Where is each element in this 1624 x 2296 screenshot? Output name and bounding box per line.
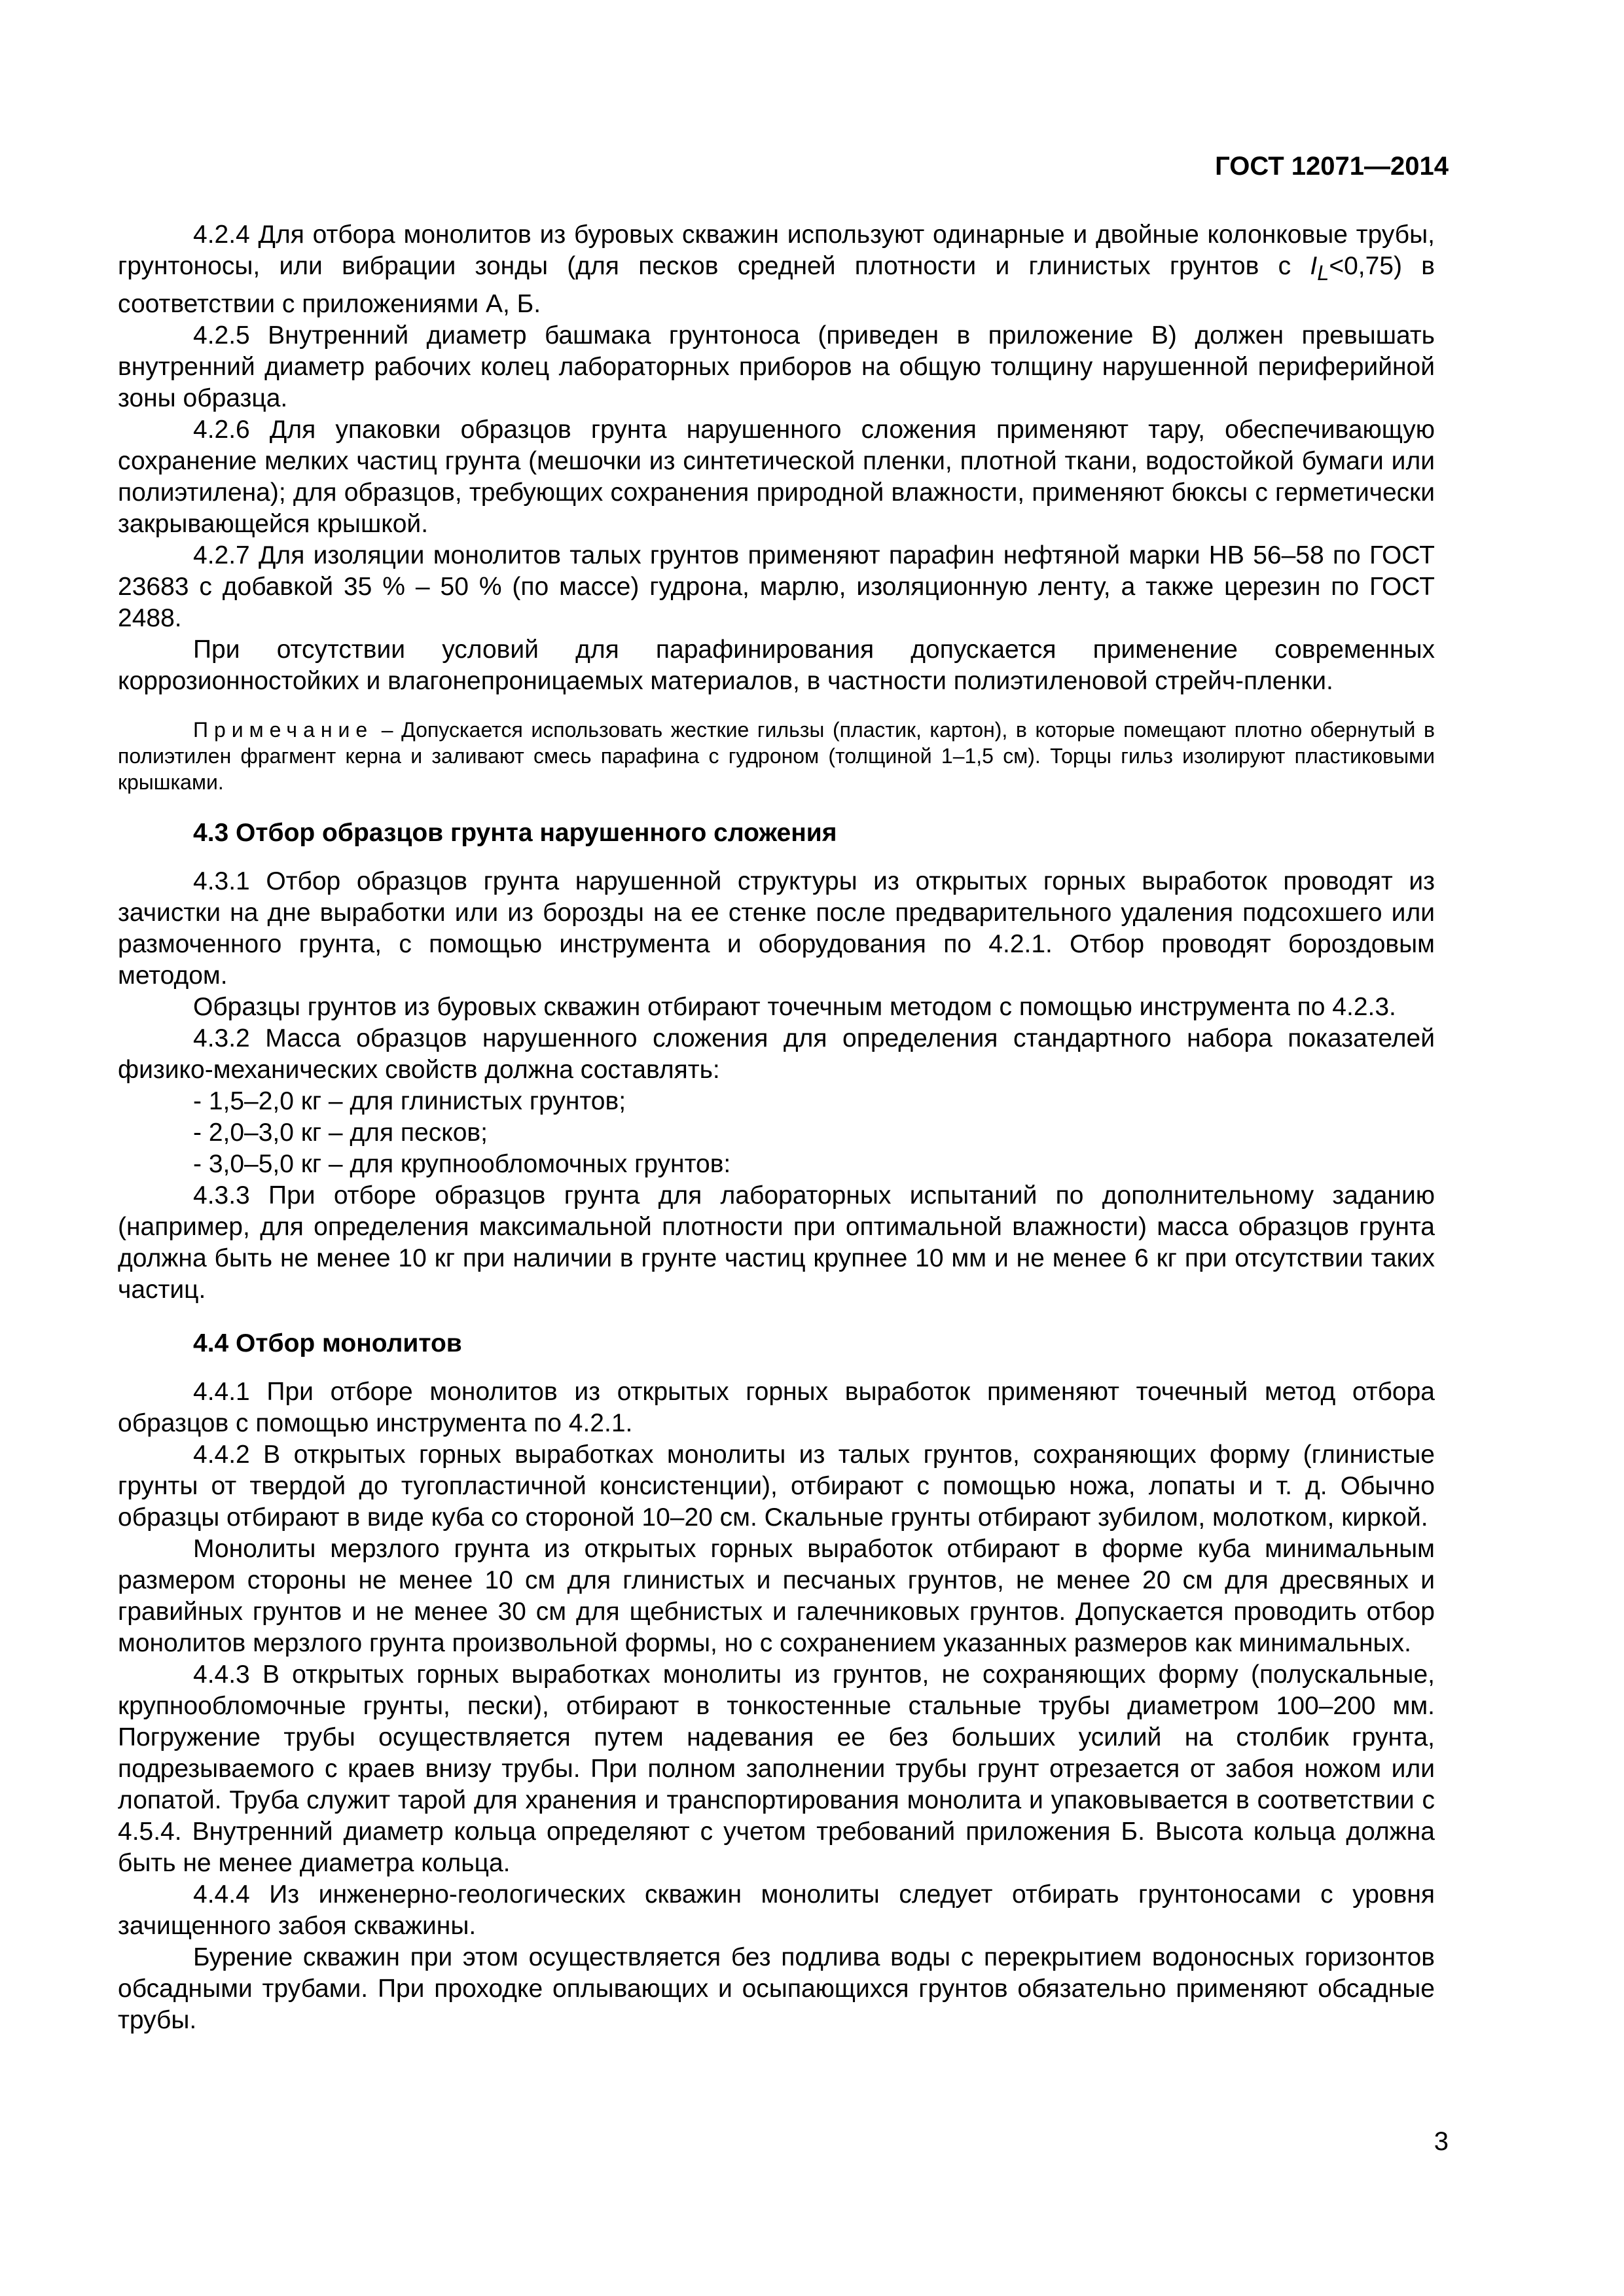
list-item: - 1,5–2,0 кг – для глинистых грунтов; — [193, 1086, 626, 1115]
paragraph-4-4-1: 4.4.1 При отборе монолитов из открытых горных выработок применяют точечный метод отбора образцов с помощью инструмента по 4.2.1. — [118, 1377, 1435, 1437]
paragraph-4-2-7-alternative: При отсутствии условий для парафинирования допускается применение современных коррозионностойких и влагонепроницаемых материалов, в частности полиэтиленовой стрейч-пленки. — [118, 635, 1435, 695]
variable-il-subscript: L — [1317, 260, 1329, 285]
page-number: 3 — [1434, 2127, 1449, 2156]
document-header: ГОСТ 12071—2014 — [1215, 152, 1449, 181]
paragraph-4-2-6: 4.2.6 Для упаковки образцов грунта нарушенного сложения применяют тару, обеспечивающую сохранение мелких частиц грунта (мешочки из синтетической пленки, плотной ткани, водостойкой бумаги или полиэтилена); для образцов, требующих сохранения природной влажности, применяют бюксы с герметически закрывающейся крышкой. — [118, 415, 1435, 538]
paragraph-4-3-2: 4.3.2 Масса образцов нарушенного сложения для определения стандартного набора показателей физико-механических свойств должна составлять: — [118, 1024, 1435, 1084]
paragraph-4-2-4 — [118, 219, 1435, 320]
paragraph-4-3-3: 4.3.3 При отборе образцов грунта для лабораторных испытаний по дополнительному заданию (например, для определения максимальной плотности при оптимальной влажности) масса образцов грунта должна быть не менее 10 кг при наличии в грунте частиц крупнее 10 мм и не менее 6 кг при отсутствии таких частиц. — [118, 1181, 1435, 1304]
paragraph-4-4-2-b: Монолиты мерзлого грунта из открытых горных выработок отбирают в форме куба минимальным размером стороны не менее 10 см для глинистых и песчаных грунтов, не менее 20 см для дресвяных и гравийных грунтов и не менее 30 см для щебнистых и галечниковых грунтов. Допускается проводить отбор монолитов мерзлого грунта произвольной формы, но с сохранением указанных размеров как минимальных. — [118, 1534, 1435, 1657]
paragraph-4-4-2: 4.4.2 В открытых горных выработках монолиты из талых грунтов, сохраняющих форму (глинистые грунты от твердой до тугопластичной консистенции), отбирают с помощью ножа, лопаты и т. д. Обычно образцы отбирают в виде куба со стороной 10–20 см. Скальные грунты отбирают зубилом, молотком, киркой. — [118, 1440, 1435, 1532]
document-body — [118, 219, 1435, 2036]
section-heading-4-4: 4.4 Отбор монолитов — [193, 1329, 462, 1357]
variable-il — [1310, 252, 1329, 285]
paragraph-4-4-3: 4.4.3 В открытых горных выработках монолиты из грунтов, не сохраняющих форму (полускальные, крупнообломочные грунты, пески), отбирают в тонкостенные стальные трубы диаметром 100–200 мм. Погружение трубы осуществляется путем надевания ее без больших усилий на столбик грунта, подрезываемого с краев внизу трубы. При полном заполнении трубы грунт отрезается от забоя ножом или лопатой. Труба служит тарой для хранения и транспортирования монолита и упаковывается в соответствии с 4.5.4. Внутренний диаметр кольца определяют с учетом требований приложения Б. Высота кольца должна быть не менее диаметра кольца. — [118, 1660, 1435, 1877]
paragraph-4-3-1: 4.3.1 Отбор образцов грунта нарушенной структуры из открытых горных выработок проводят из зачистки на дне выработки или из борозды на ее стенке после предварительного удаления подсохшего или размоченного грунта, с помощью инструмента и оборудования по 4.2.1. Отбор проводят бороздовым методом. — [118, 867, 1435, 990]
paragraph-4-2-4-text-a: 4.2.4 Для отбора монолитов из буровых скважин используют одинарные и двойные колонковые трубы, грунтоносы, или вибрации зонды (для песков средней плотности и глинистых грунтов с — [118, 221, 1435, 280]
paragraph-4-2-4-text-b: <0,75) в соответствии с приложениями А, Б. — [118, 252, 1435, 318]
paragraph-4-4-4: 4.4.4 Из инженерно-геологических скважин монолиты следует отбирать грунтоносами с уровня зачищенного забоя скважины. — [118, 1880, 1435, 1940]
variable-il-main: I — [1310, 252, 1318, 280]
list-item: - 3,0–5,0 кг – для крупнообломочных грунтов: — [193, 1149, 731, 1178]
paragraph-4-2-5: 4.2.5 Внутренний диаметр башмака грунтоноса (приведен в приложение В) должен превышать внутренний диаметр рабочих колец лабораторных приборов на общую толщину нарушенной периферийной зоны образца. — [118, 321, 1435, 412]
note-text: – Допускается использовать жесткие гильзы (пластик, картон), в которые помещают плотно обернутый в полиэтилен фрагмент керна и заливают смесь парафина с гудроном (толщиной 1–1,5 см). Торцы гильз изолируют пластиковыми крышками. — [118, 717, 1435, 794]
note-label: Примечание — [193, 717, 374, 742]
paragraph-4-2-7: 4.2.7 Для изоляции монолитов талых грунтов применяют парафин нефтяной марки НВ 56–58 по ГОСТ 23683 с добавкой 35 % – 50 % (по массе) гудрона, марлю, изоляционную ленту, а также церезин по ГОСТ 2488. — [118, 541, 1435, 632]
list-item: - 2,0–3,0 кг – для песков; — [193, 1118, 488, 1147]
paragraph-4-3-1-b: Образцы грунтов из буровых скважин отбирают точечным методом с помощью инструмента по 4.2.3. — [193, 992, 1396, 1021]
section-heading-4-3: 4.3 Отбор образцов грунта нарушенного сложения — [193, 818, 837, 847]
note — [118, 717, 1435, 795]
paragraph-4-4-4-b: Бурение скважин при этом осуществляется без подлива воды с перекрытием водоносных горизонтов обсадными трубами. При проходке оплывающих и осыпающихся грунтов обязательно применяют обсадные трубы. — [118, 1943, 1435, 2034]
